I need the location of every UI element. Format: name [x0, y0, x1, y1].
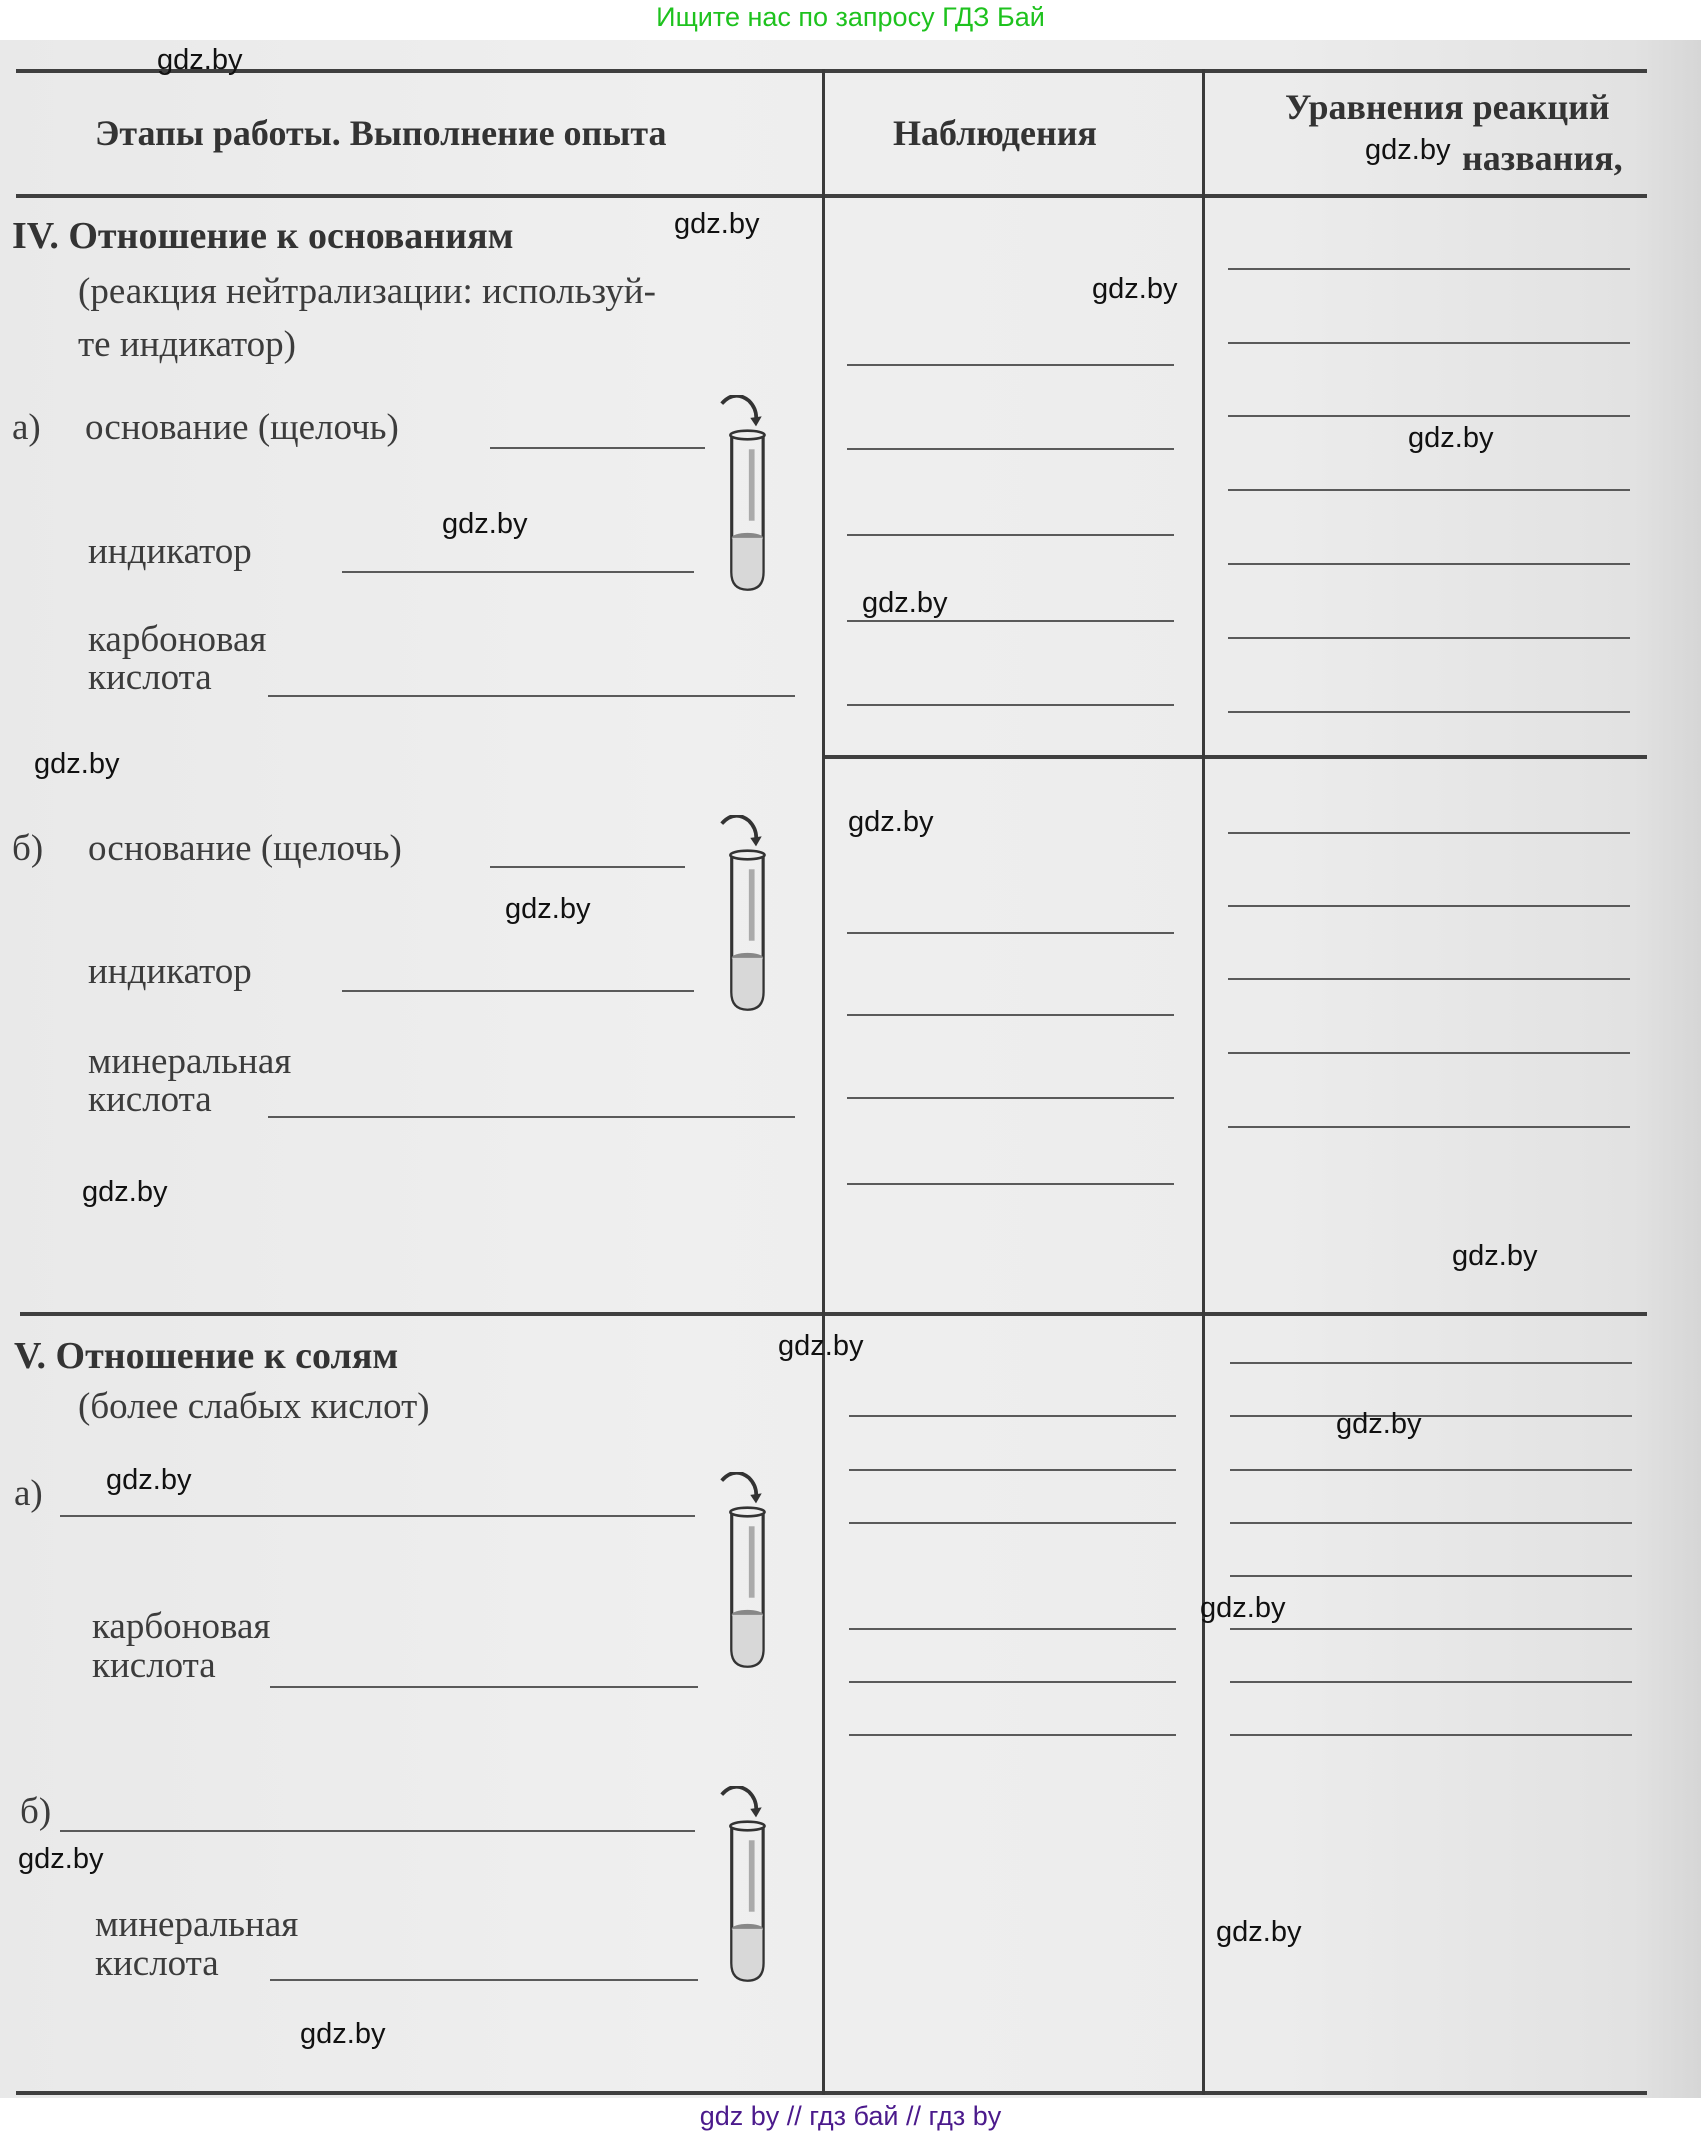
answer-line-v-a-acid[interactable] — [270, 1686, 698, 1688]
answer-line-iv-a-base[interactable] — [490, 447, 705, 449]
equation-line[interactable] — [1228, 711, 1630, 713]
observation-line[interactable] — [847, 932, 1174, 934]
answer-line-iv-b-base[interactable] — [490, 866, 685, 868]
section-v-subtitle: (более слабых кислот) — [78, 1386, 430, 1427]
item-marker-v-b: б) — [20, 1791, 52, 1832]
equation-line[interactable] — [1228, 978, 1630, 980]
bottom-banner: gdz by // гдз бай // гдз by — [699, 2101, 1002, 2131]
equation-line[interactable] — [1228, 832, 1630, 834]
equation-line[interactable] — [1228, 268, 1630, 270]
header-bottom-border — [16, 194, 1647, 198]
header-col-equations-line2: названия, — [1462, 138, 1623, 178]
watermark: gdz.by — [1408, 422, 1494, 454]
section-v-divider — [20, 1312, 1647, 1316]
observation-line[interactable] — [849, 1628, 1176, 1630]
header-col-observations: Наблюдения — [893, 113, 1097, 153]
equation-line[interactable] — [1230, 1522, 1632, 1524]
equation-line[interactable] — [1230, 1469, 1632, 1471]
observation-line[interactable] — [849, 1734, 1176, 1736]
observation-line[interactable] — [847, 1183, 1174, 1185]
answer-line-v-b-salt[interactable] — [60, 1830, 695, 1832]
equation-line[interactable] — [1228, 1126, 1630, 1128]
test-tube-icon — [716, 815, 776, 1015]
watermark: gdz.by — [1365, 134, 1451, 166]
column-divider-1 — [822, 69, 825, 2095]
label-base-alkali-b: основание (щелочь) — [88, 828, 402, 869]
equation-line[interactable] — [1230, 1362, 1632, 1364]
watermark: gdz.by — [1336, 1408, 1422, 1440]
item-marker-iv-a: а) — [12, 407, 41, 448]
watermark: gdz.by — [106, 1464, 192, 1496]
watermark: gdz.by — [18, 1843, 104, 1875]
equation-line[interactable] — [1228, 489, 1630, 491]
watermark: gdz.by — [1216, 1916, 1302, 1948]
label-indicator-b: индикатор — [88, 951, 252, 992]
watermark: gdz.by — [82, 1176, 168, 1208]
answer-line-iv-a-acid[interactable] — [268, 695, 795, 697]
section-iv-b-divider — [823, 755, 1647, 759]
equation-line[interactable] — [1228, 637, 1630, 639]
answer-line-v-a-salt[interactable] — [60, 1515, 695, 1517]
observation-line[interactable] — [847, 620, 1174, 622]
test-tube-icon — [716, 1786, 776, 1986]
equation-line[interactable] — [1228, 342, 1630, 344]
observation-line[interactable] — [847, 704, 1174, 706]
test-tube-icon — [716, 1472, 776, 1672]
observation-line[interactable] — [847, 1097, 1174, 1099]
label-carboxylic-v-1: карбоновая — [92, 1606, 271, 1647]
label-indicator: индикатор — [88, 531, 252, 572]
column-divider-2 — [1202, 69, 1205, 2095]
observation-line[interactable] — [849, 1415, 1176, 1417]
label-mineral-2: кислота — [88, 1079, 212, 1120]
label-carboxylic-v-2: кислота — [92, 1645, 216, 1686]
section-iv-subtitle-1: (реакция нейтрализации: используй- — [78, 271, 656, 312]
equation-line[interactable] — [1230, 1628, 1632, 1630]
observation-line[interactable] — [847, 1014, 1174, 1016]
equation-line[interactable] — [1230, 1681, 1632, 1683]
section-iv-title: IV. Отношение к основаниям — [12, 215, 514, 257]
equation-line[interactable] — [1228, 415, 1630, 417]
section-iv-subtitle-2: те индикатор) — [78, 324, 296, 365]
item-marker-iv-b: б) — [12, 828, 44, 869]
equation-line[interactable] — [1230, 1575, 1632, 1577]
answer-line-iv-b-acid[interactable] — [268, 1116, 795, 1118]
observation-line[interactable] — [849, 1469, 1176, 1471]
label-carboxylic-1: карбоновая — [88, 619, 267, 660]
watermark: gdz.by — [442, 508, 528, 540]
label-base-alkali: основание (щелочь) — [85, 407, 399, 448]
watermark: gdz.by — [848, 806, 934, 838]
header-col-stages: Этапы работы. Выполнение опыта — [95, 113, 667, 153]
header-col-equations-line1: Уравнения реакций — [1285, 87, 1610, 127]
section-v-title: V. Отношение к солям — [14, 1335, 399, 1377]
watermark: gdz.by — [1200, 1592, 1286, 1624]
watermark: gdz.by — [674, 208, 760, 240]
answer-line-iv-a-indicator[interactable] — [342, 571, 694, 573]
label-carboxylic-2: кислота — [88, 657, 212, 698]
observation-line[interactable] — [849, 1681, 1176, 1683]
equation-line[interactable] — [1230, 1734, 1632, 1736]
observation-line[interactable] — [847, 534, 1174, 536]
watermark: gdz.by — [300, 2018, 386, 2050]
equation-line[interactable] — [1228, 563, 1630, 565]
observation-line[interactable] — [847, 364, 1174, 366]
label-mineral-1: минеральная — [88, 1041, 292, 1082]
observation-line[interactable] — [849, 1522, 1176, 1524]
test-tube-icon — [716, 395, 776, 595]
watermark: gdz.by — [778, 1330, 864, 1362]
label-mineral-v-1: минеральная — [95, 1904, 299, 1945]
label-mineral-v-2: кислота — [95, 1943, 219, 1984]
table-top-border — [16, 69, 1647, 73]
answer-line-v-b-acid[interactable] — [270, 1979, 698, 1981]
watermark: gdz.by — [34, 748, 120, 780]
answer-line-iv-b-indicator[interactable] — [342, 990, 694, 992]
table-bottom-border — [16, 2091, 1647, 2095]
top-banner: Ищите нас по запросу ГДЗ Бай — [656, 2, 1045, 32]
watermark: gdz.by — [1452, 1240, 1538, 1272]
equation-line[interactable] — [1228, 905, 1630, 907]
equation-line[interactable] — [1228, 1052, 1630, 1054]
observation-line[interactable] — [847, 448, 1174, 450]
watermark: gdz.by — [1092, 273, 1178, 305]
watermark: gdz.by — [505, 893, 591, 925]
watermark: gdz.by — [157, 44, 243, 76]
equation-line[interactable] — [1230, 1415, 1632, 1417]
item-marker-v-a: а) — [14, 1473, 43, 1514]
watermark: gdz.by — [862, 587, 948, 619]
